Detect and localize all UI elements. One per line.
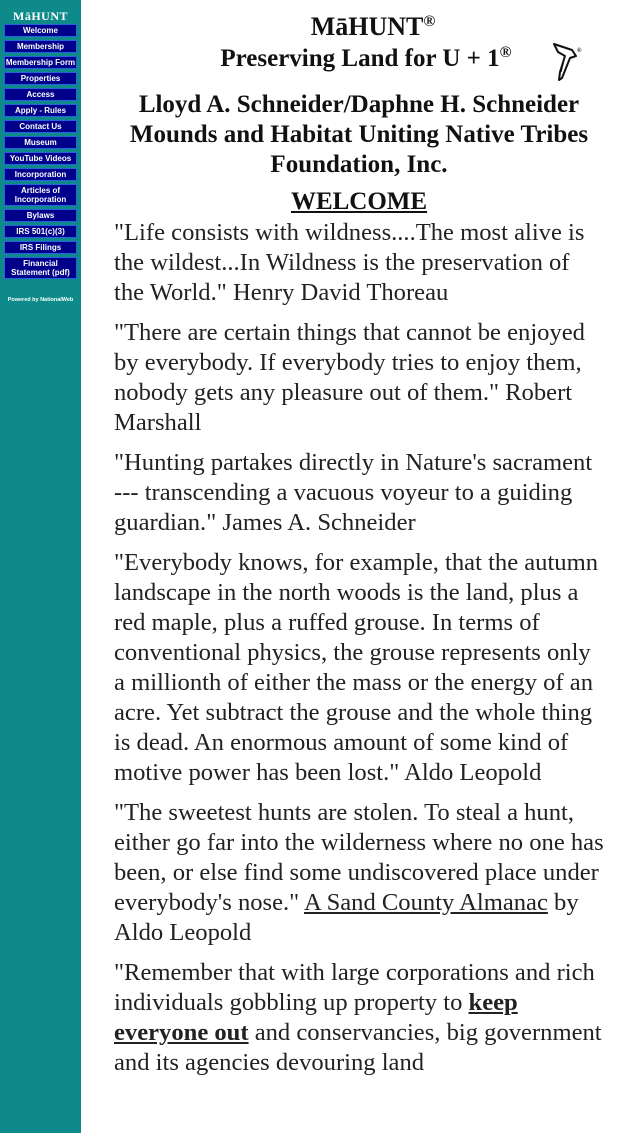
brand-registered-mark: ® xyxy=(423,13,436,30)
nav-membership-form[interactable]: Membership Form xyxy=(5,58,76,67)
welcome-heading: WELCOME xyxy=(290,188,428,215)
quote-leopold-hunts xyxy=(114,798,604,948)
nav-access[interactable]: Access xyxy=(4,88,77,101)
quote-leopold-hunts-text: "The sweetest hunts are stolen. To steal a hunt, either go far into the wilderness where no one has been, or else find some undiscovered place under everybody's nose." xyxy=(114,799,604,916)
quote-leopold-grouse: "Everybody knows, for example, that the autumn landscape in the north woods is the land, plus a red maple, plus a ruffed grouse. In terms of conventional physics, the grouse represents only a millionth of either the mass or the energy of an acre. Yet subtract the grouse and the whole thing is dead. An enormous amount of some kind of motive power has been lost." Aldo Leopold xyxy=(114,549,599,786)
sand-county-almanac-link[interactable]: A Sand County Almanac xyxy=(304,889,548,916)
quote-corporations-text: "Remember that with large corporations and rich individuals gobbling up property to xyxy=(114,959,595,1016)
nav-properties[interactable]: Properties xyxy=(4,72,77,85)
quote-thoreau: "Life consists with wildness....The most alive is the wildest...In Wildness is the preservation of the World." Henry David Thoreau xyxy=(114,219,585,306)
sidebar-logo: MāHUNT xyxy=(13,9,68,23)
nav-irs-filings[interactable]: IRS Filings xyxy=(4,241,77,254)
arrowhead-logo-icon xyxy=(550,42,584,82)
organization-name: Lloyd A. Schneider/Daphne H. Schneider Mounds and Habitat Uniting Native Tribes Foundation, Inc. xyxy=(129,91,589,178)
keep-everyone-out-link[interactable]: keep everyone out xyxy=(114,989,518,1046)
tagline-text: Preserving Land for U + 1 xyxy=(220,45,500,72)
brand-heading xyxy=(142,10,604,44)
nav-membership[interactable]: Membership xyxy=(4,40,77,53)
powered-by-link[interactable]: Powered by NationalWeb xyxy=(7,297,74,303)
nav-youtube-videos[interactable]: YouTube Videos xyxy=(4,152,77,165)
nav-contact-us[interactable]: Contact Us xyxy=(4,120,77,133)
nav-welcome[interactable]: Welcome xyxy=(4,24,77,37)
sidebar-nav xyxy=(0,24,81,279)
brand-name: MāHUNT xyxy=(310,12,424,41)
nav-museum[interactable]: Museum xyxy=(4,136,77,149)
quote-corporations xyxy=(114,958,604,1078)
nav-irs-501c3[interactable]: IRS 501(c)(3) xyxy=(4,225,77,238)
quote-corporations-suffix: and conservancies, big government and its agencies devouring land xyxy=(114,1019,602,1076)
nav-incorporation[interactable]: Incorporation xyxy=(4,168,77,181)
main-content xyxy=(114,10,604,1088)
quote-schneider: "Hunting partakes directly in Nature's sacrament --- transcending a vacuous voyeur to a guiding guardian." James A. Schneider xyxy=(114,449,593,536)
nav-articles-of-incorporation[interactable]: Articles of Incorporation xyxy=(4,184,77,206)
nav-bylaws[interactable]: Bylaws xyxy=(4,209,77,222)
arrow-registered-mark: ® xyxy=(577,48,582,54)
tagline-heading xyxy=(128,44,604,74)
nav-apply-rules[interactable]: Apply - Rules xyxy=(4,104,77,117)
nav-financial-statement[interactable]: Financial Statement (pdf) xyxy=(4,257,77,279)
quote-leopold-hunts-suffix: by Aldo Leopold xyxy=(114,889,579,946)
sidebar xyxy=(0,0,81,1133)
quote-marshall: "There are certain things that cannot be enjoyed by everybody. If everybody tries to enjoy them, nobody gets any pleasure out of them." Robert Marshall xyxy=(114,319,585,436)
tagline-registered-mark: ® xyxy=(499,44,512,61)
